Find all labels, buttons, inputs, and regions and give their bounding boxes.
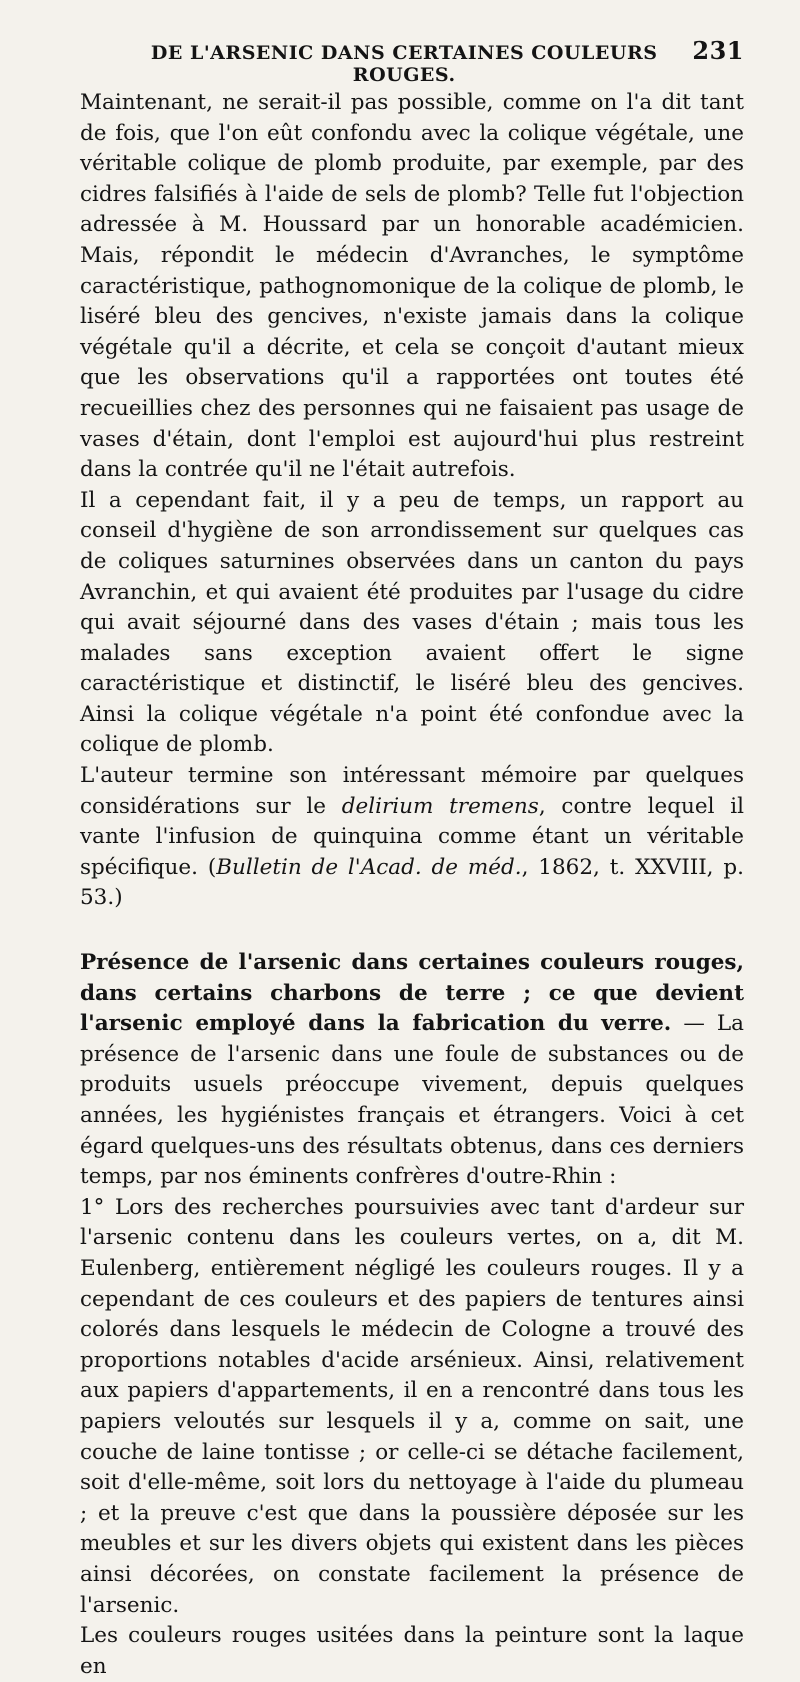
body-text <box>80 88 744 1682</box>
page-number: 231 <box>692 36 744 65</box>
citation-title: Bulletin de l'Acad. de méd. <box>216 854 522 880</box>
page-header <box>80 36 744 86</box>
section-heading: Présence de l'arsenic dans certaines couleurs rouges, dans certains charbons de terre ; ce que devient l'arsenic employé dans la fabrication du verre. <box>80 950 744 1037</box>
running-title: DE L'ARSENIC DANS CERTAINES COULEURS ROUGES. <box>150 42 658 86</box>
paragraph-3-text-a: L'auteur termine son intéressant mémoire par quelques considérations sur le <box>80 763 744 819</box>
section-gap <box>80 914 744 948</box>
paragraph-4-text: — La présence de l'arsenic dans une foule de substances ou de produits usuels préoccupe vivement, depuis quelques années, les hygiénistes français et étrangers. Voici à cet égard quelques-uns des résultats obtenus, dans ces derniers temps, par nos éminents confrères d'outre-Rhin : <box>80 1011 744 1190</box>
paragraph-3 <box>80 761 744 914</box>
paragraph-4 <box>80 948 744 1193</box>
paragraph-3-text-c: , 1862, t. XXVIII, p. 53.) <box>80 854 744 911</box>
paragraph-5: 1° Lors des recherches poursuivies avec tant d'ardeur sur l'arsenic contenu dans les couleurs vertes, on a, dit M. Eulenberg, entièrement négligé les couleurs rouges. Il y a cependant de ces couleurs et des papiers de tentures ainsi colorés dans lesquels le médecin de Cologne a trouvé des proportions notables d'acide arsénieux. Ainsi, relativement aux papiers d'appartements, il en a rencontré dans tous les papiers veloutés sur lesquels il y a, comme on sait, une couche de laine tontisse ; or celle-ci se détache facilement, soit d'elle-même, soit lors du nettoyage à l'aide du plumeau ; et la preuve c'est que dans la poussière déposée sur les meubles et sur les divers objets qui existent dans les pièces ainsi décorées, on constate facilement la présence de l'arsenic. <box>80 1194 744 1618</box>
paragraph-6: Les couleurs rouges usitées dans la peinture sont la laque en <box>80 1623 744 1679</box>
paragraph-3-text-b: , contre lequel il vante l'infusion de quinquina comme étant un véritable spécifique. ( <box>80 793 745 880</box>
paragraph-2: Il a cependant fait, il y a peu de temps, un rapport au conseil d'hygiène de son arrondissement sur quelques cas de coliques saturnines observées dans un canton du pays Avranchin, et qui avaient été produites par l'usage du cidre qui avait séjourné dans des vases d'étain ; mais tous les malades sans exception avaient offert le signe caractéristique et distinctif, le liséré bleu des gencives. Ainsi la colique végétale n'a point été confondue avec la colique de plomb. <box>80 487 744 758</box>
paragraph-1: Maintenant, ne serait-il pas possible, comme on l'a dit tant de fois, que l'on eût confondu avec la colique végétale, une véritable colique de plomb produite, par exemple, par des cidres falsifiés à l'aide de sels de plomb? Telle fut l'objection adressée à M. Houssard par un honorable académicien. Mais, répondit le médecin d'Avranches, le symptôme caractéristique, pathognomonique de la colique de plomb, le liséré bleu des gencives, n'existe jamais dans la colique végétale qu'il a décrite, et cela se conçoit d'autant mieux que les observations qu'il a rapportées ont toutes été recueillies chez des personnes qui ne faisaient pas usage de vases d'étain, dont l'emploi est aujourd'hui plus restreint dans la contrée qu'il ne l'était autrefois. <box>80 90 744 483</box>
italic-term: delirium tremens <box>341 793 539 819</box>
